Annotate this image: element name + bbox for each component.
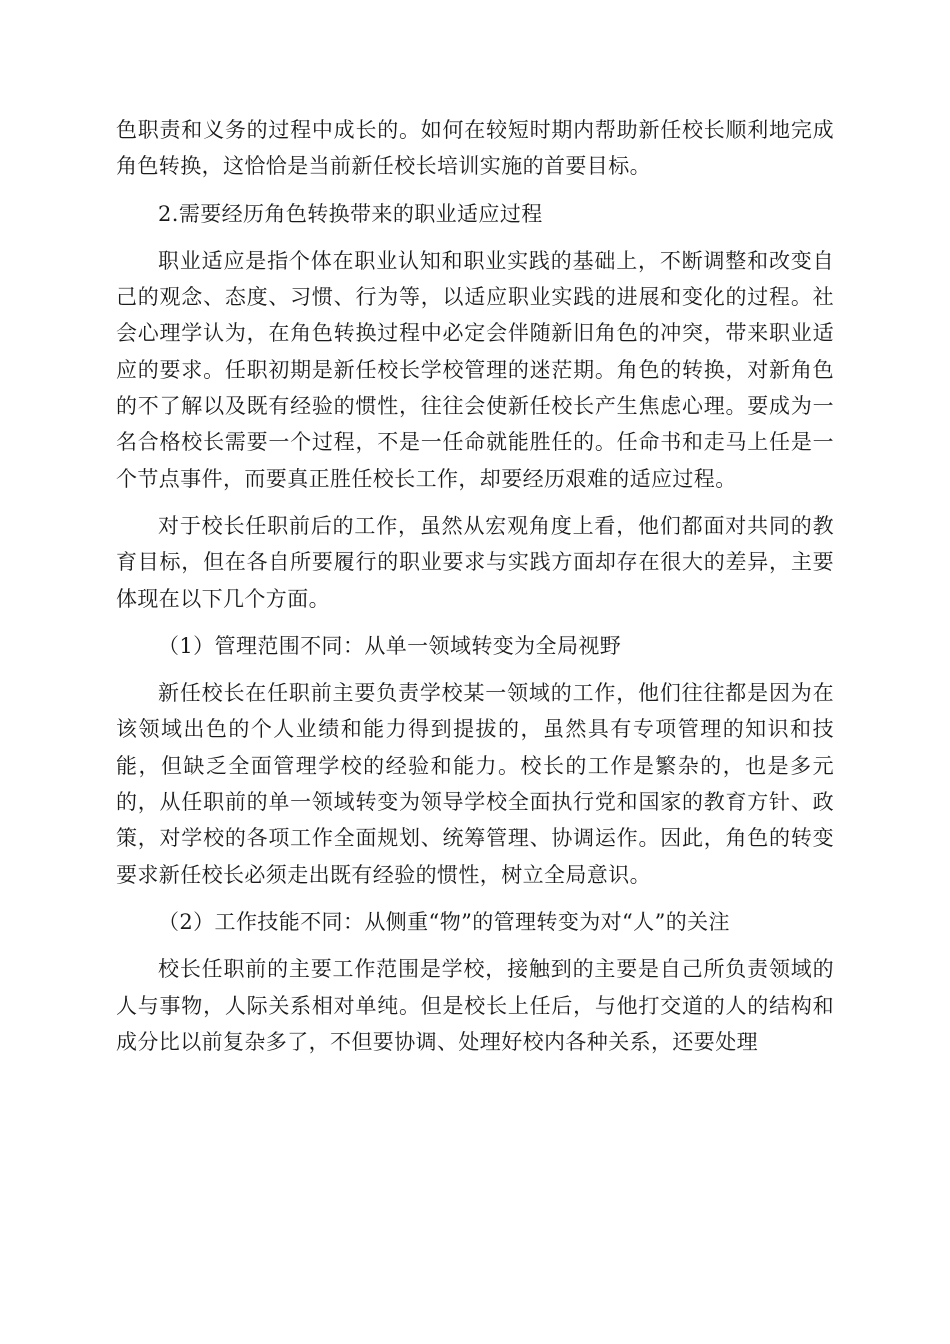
section-heading-2: 2.需要经历角色转换带来的职业适应过程 [158, 201, 543, 226]
paragraph-career-adaptation: 职业适应是指个体在职业认知和职业实践的基础上，不断调整和改变自己的观念、态度、习惯、行为等，以适应职业实践的进展和变化的过程。社会心理学认为，在角色转换过程中必定会伴随新旧角色的冲突，带来职业适应的要求。任职初期是新任校长学校管理的迷茫期。角色的转换，对新角色的不了解以及既有经验的惯性，往往会使新任校长产生焦虑心理。要成为一名合格校长需要一个过程，不是一任命就能胜任的。任命书和走马上任是一个节点事件，而要真正胜任校长工作，却要经历艰难的适应过程。 [116, 248, 834, 491]
subheading-work-skills: （2）工作技能不同：从侧重“物”的管理转变为对“人”的关注 [158, 909, 730, 934]
paragraph-differences-intro: 对于校长任职前后的工作，虽然从宏观角度上看，他们都面对共同的教育目标，但在各自所要履行的职业要求与实践方面却存在很大的差异，主要体现在以下几个方面。 [116, 513, 834, 611]
paragraph-management-scope: 新任校长在任职前主要负责学校某一领域的工作，他们往往都是因为在该领域出色的个人业绩和能力得到提拔的，虽然具有专项管理的知识和技能，但缺乏全面管理学校的经验和能力。校长的工作是繁杂的，也是多元的，从任职前的单一领域转变为领导学校全面执行党和国家的教育方针、政策，对学校的各项工作全面规划、统筹管理、协调运作。因此，角色的转变要求新任校长必须走出既有经验的惯性，树立全局意识。 [116, 681, 834, 887]
paragraph-continuation: 色职责和义务的过程中成长的。如何在较短时期内帮助新任校长顺利地完成角色转换，这恰恰是当前新任校长培训实施的首要目标。 [116, 118, 834, 179]
document-body [116, 112, 834, 1071]
paragraph-work-skills: 校长任职前的主要工作范围是学校，接触到的主要是自己所负责领域的人与事物，人际关系相对单纯。但是校长上任后，与他打交道的人的结构和成分比以前复杂多了，不但要协调、处理好校内各种关系，还要处理 [116, 957, 834, 1054]
subheading-management-scope: （1）管理范围不同：从单一领域转变为全局视野 [158, 633, 622, 658]
